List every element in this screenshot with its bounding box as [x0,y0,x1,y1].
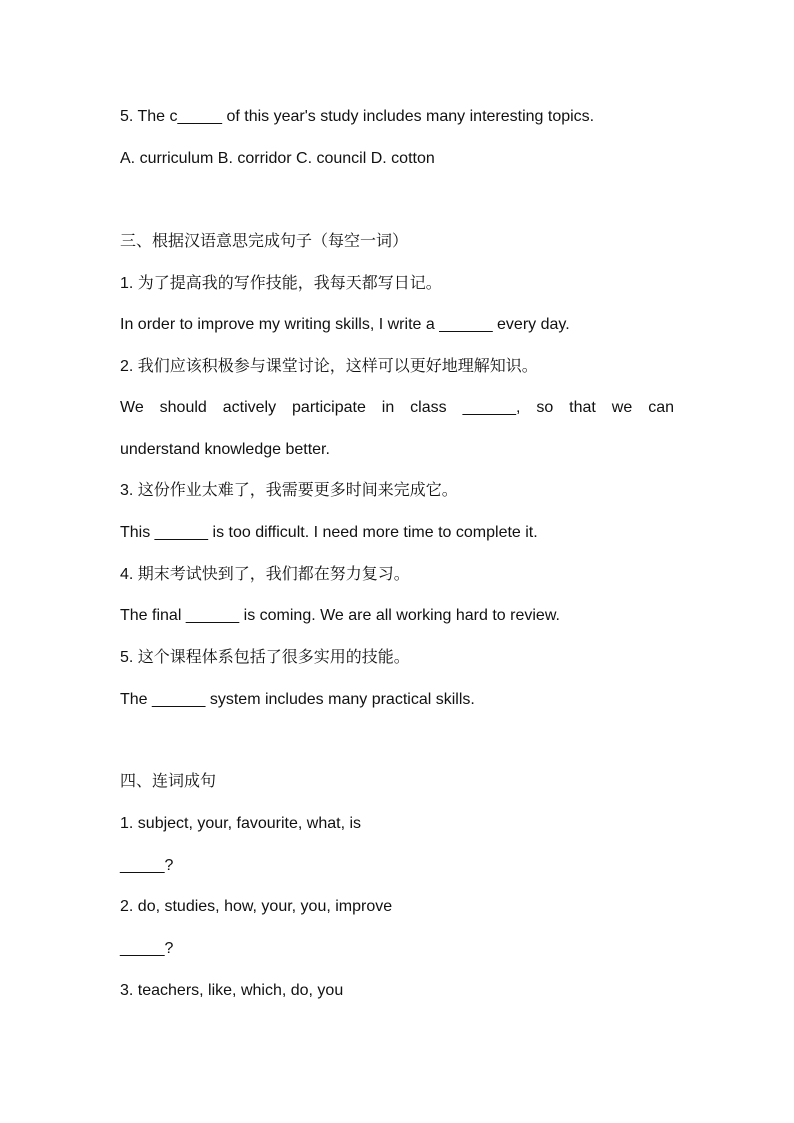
s3-q2-english-line2: understand knowledge better. [120,441,330,458]
s3-q2-english-line1: We should actively participate in class ______, so that we can [120,399,674,416]
s3-q4-english: The final ______ is coming. We are all working hard to review. [120,607,560,624]
s4-q3-words: 3. teachers, like, which, do, you [120,982,344,999]
section-4-heading: 四、连词成句 [120,773,217,790]
s3-q1-english: In order to improve my writing skills, I write a ______ every day. [120,316,570,333]
s3-q5-english: The ______ system includes many practical skills. [120,691,475,708]
s4-q1-answer-blank: _____? [120,857,174,874]
s3-q5-chinese: 5. 这个课程体系包括了很多实用的技能。 [120,649,410,666]
s3-q4-chinese: 4. 期末考试快到了，我们都在努力复习。 [120,566,410,583]
s4-q1-words: 1. subject, your, favourite, what, is [120,815,362,832]
q5-sentence: 5. The c_____ of this year's study includes many interesting topics. [120,108,595,125]
s3-q3-english: This ______ is too difficult. I need more time to complete it. [120,524,538,541]
s3-q3-chinese: 3. 这份作业太难了，我需要更多时间来完成它。 [120,482,458,499]
s3-q1-chinese: 1. 为了提高我的写作技能，我每天都写日记。 [120,275,442,292]
s4-q2-words: 2. do, studies, how, your, you, improve [120,898,393,915]
s4-q2-answer-blank: _____? [120,940,174,957]
s3-q2-chinese: 2. 我们应该积极参与课堂讨论，这样可以更好地理解知识。 [120,358,538,375]
section-3-heading: 三、根据汉语意思完成句子（每空一词） [120,233,409,250]
q5-options: A. curriculum B. corridor C. council D. cotton [120,150,435,167]
